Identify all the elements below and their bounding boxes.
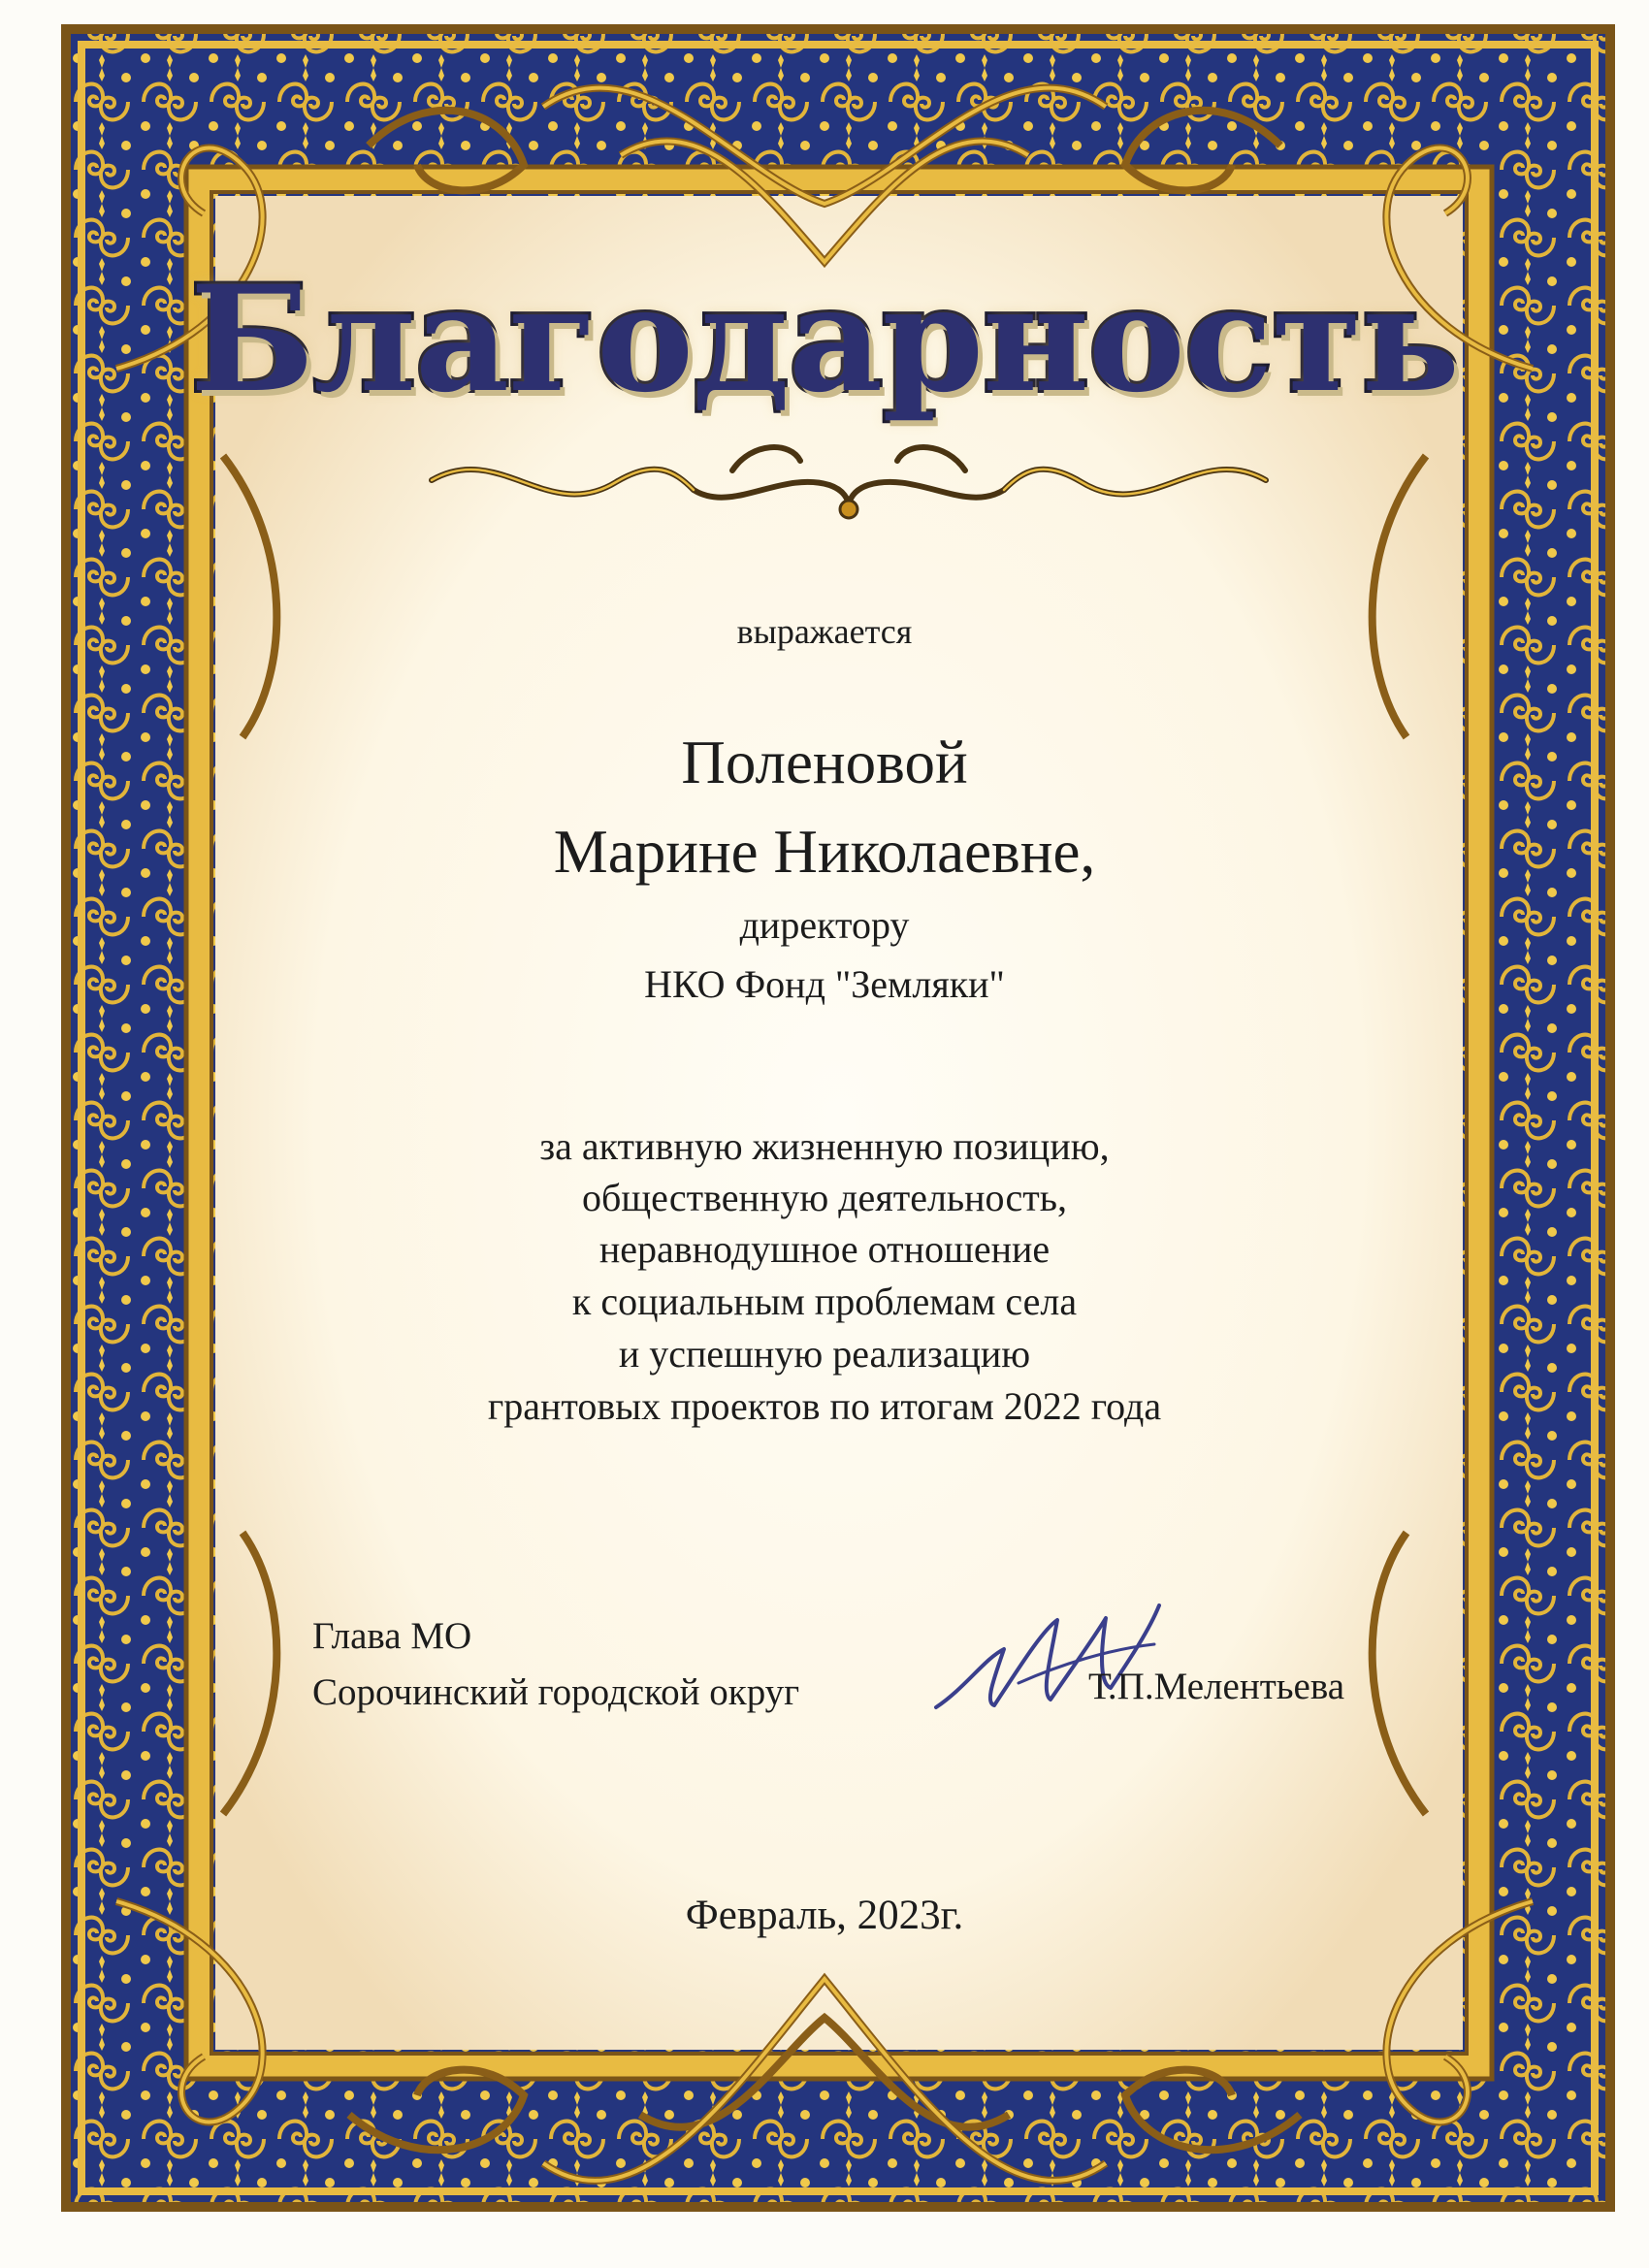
recipient-position: директору <box>739 903 910 947</box>
signatory-title-line2: Сорочинский городской округ <box>312 1671 800 1713</box>
recipient-surname: Поленовой <box>681 729 968 796</box>
reason-line: за активную жизненную позицию, <box>539 1124 1110 1168</box>
reason-line: и успешную реализацию <box>618 1332 1031 1376</box>
signatory-name: Т.П.Мелентьева <box>1088 1666 1345 1707</box>
certificate-date: Февраль, 2023г. <box>685 1893 964 1938</box>
recipient-first-name: Марине Николаевне, <box>553 818 1096 886</box>
reason-line: общественную деятельность, <box>581 1176 1068 1219</box>
recipient-organization: НКО Фонд "Земляки" <box>644 962 1005 1006</box>
expressed-text: выражается <box>736 612 913 651</box>
reason-line: к социальным проблемам села <box>571 1280 1078 1323</box>
certificate-heading: Благодарность <box>189 254 1460 425</box>
scroll-flourish <box>412 432 1285 529</box>
reason-line: грантовых проектов по итогам 2022 года <box>487 1384 1162 1428</box>
signatory-title <box>312 1608 799 1721</box>
signatory-title-line1: Глава МО <box>312 1615 472 1657</box>
reason-line: неравнодушное отношение <box>598 1227 1051 1271</box>
